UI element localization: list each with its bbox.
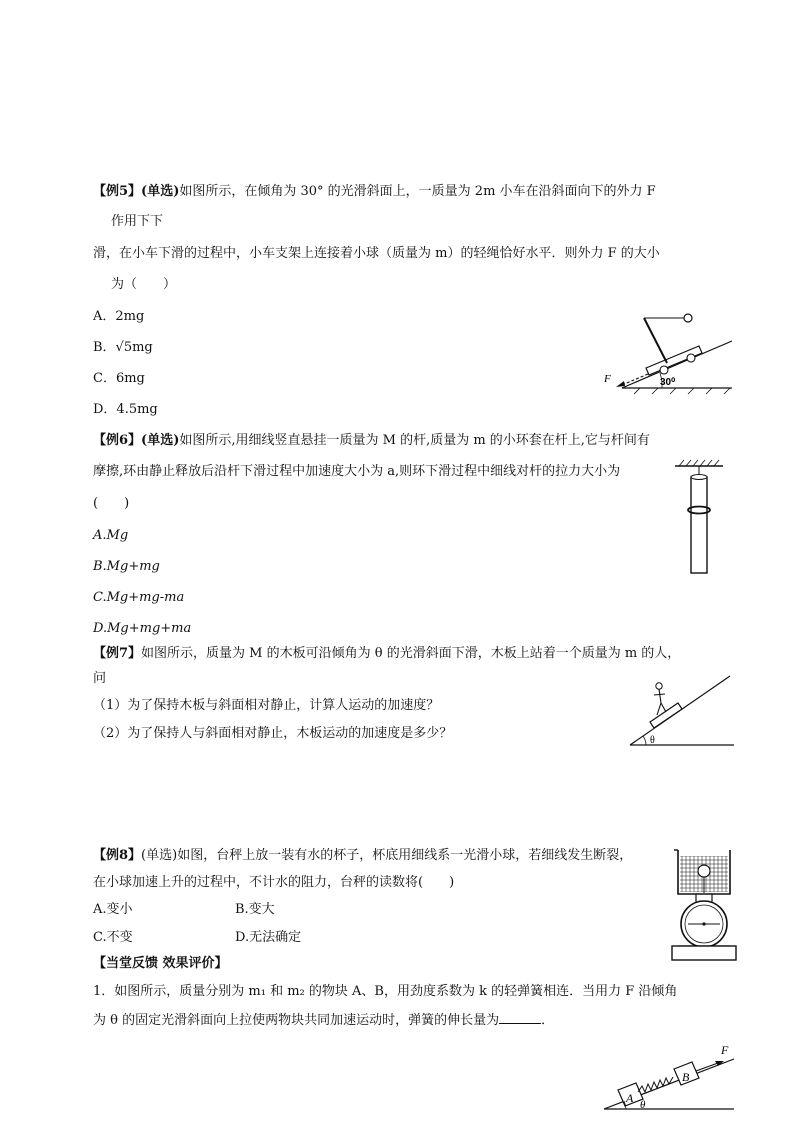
q5-line2: 作用下下 [111, 214, 164, 229]
q8-option-b: B.变大 [235, 902, 275, 917]
q8-option-d: D.无法确定 [235, 930, 302, 945]
q6-figure-rod-ring [675, 458, 725, 578]
feedback-line2-text: 为 θ 的固定光滑斜面向上拉使两物块共同加速运动时，弹簧的伸长量为 [93, 1013, 500, 1028]
q6-option-a: A.Mg [93, 528, 129, 543]
q6-tag: 【例6】 [93, 433, 142, 448]
q7-figure-incline-board-person [628, 670, 736, 748]
q6-line2: 摩擦,环由静止释放后沿杆下滑过程中加速度大小为 a,则环下滑过程中细线对杆的拉力大小为 [93, 464, 621, 479]
q8-figure-scale-cup-ball [668, 846, 740, 966]
q5-option-d: D．4.5mg [93, 402, 158, 417]
q8-option-c: C.不变 [93, 930, 133, 945]
answer-blank[interactable] [499, 1011, 541, 1024]
feedback-title: 【当堂反馈 效果评价】 [93, 956, 228, 971]
q8-stem-1: 如图，台秤上放一装有水的杯子，杯底用细线系一光滑小球，若细线发生断裂， [177, 848, 633, 863]
q5-option-a: A．2mg [93, 309, 145, 324]
q6-type: (单选) [141, 433, 180, 448]
feedback-line2-end: ． [541, 1013, 555, 1028]
q5-option-b: B．√5mg [93, 340, 153, 355]
q6-option-d: D.Mg+mg+ma [93, 621, 192, 636]
q5-tag: 【例5】 [93, 184, 142, 199]
feedback-fig-block-b-label: B [682, 1070, 690, 1084]
q5-stem-1: 如图所示，在倾角为 30° 的光滑斜面上，一质量为 2m 小车在沿斜面向下的外力 F [179, 184, 656, 199]
q8-option-a: A.变小 [93, 902, 133, 917]
q6-line1 [93, 432, 650, 450]
feedback-fig-block-a-label: A [626, 1091, 634, 1105]
q7-sub1: （1）为了保持木板与斜面相对静止，计算人运动的加速度？ [93, 698, 440, 713]
q7-line2: 问 [93, 671, 107, 686]
q8-line2: 在小球加速上升的过程中，不计水的阻力，台秤的读数将( ) [93, 875, 455, 890]
q8-type: (单选) [141, 848, 178, 863]
q7-tag: 【例7】 [93, 646, 142, 661]
q8-tag: 【例8】 [93, 848, 142, 863]
q7-sub2: （2）为了保持人与斜面相对静止，木板运动的加速度是多少？ [93, 726, 453, 741]
q5-line4: 为（ ） [111, 277, 177, 292]
q5-figure-incline-cart [600, 308, 740, 394]
q5-type: (单选) [141, 184, 180, 199]
q8-line1 [93, 847, 632, 865]
q5-fig-force-label: F [604, 373, 611, 385]
q7-fig-angle-label: θ [650, 735, 655, 746]
feedback-fig-angle-label: θ [640, 1099, 646, 1111]
q5-line3: 滑，在小车下滑的过程中，小车支架上连接着小球（质量为 m）的轻绳恰好水平．则外力 F 的大小 [93, 246, 660, 261]
q7-stem-1: 如图所示，质量为 M 的木板可沿倾角为 θ 的光滑斜面下滑，木板上站着一个质量为 m 的人， [141, 646, 681, 661]
q6-option-c: C.Mg+mg-ma [93, 590, 185, 605]
q5-line1 [93, 183, 656, 201]
feedback-line2 [93, 1011, 554, 1030]
q6-option-b: B.Mg+mg [93, 559, 160, 574]
feedback-line1: 1．如图所示，质量分别为 m₁ 和 m₂ 的物块 A、B，用劲度系数为 k 的轻弹簧相连．当用力 F 沿倾角 [93, 984, 678, 999]
feedback-figure-blocks-spring [600, 1040, 736, 1112]
q7-line1 [93, 645, 680, 663]
q6-line3: ( ) [93, 496, 130, 511]
q6-stem-1: 如图所示,用细线竖直悬挂一质量为 M 的杆,质量为 m 的小环套在杆上,它与杆间有 [179, 433, 650, 448]
q5-fig-angle-label: 30⁰ [660, 377, 676, 388]
q5-option-c: C．6mg [93, 371, 145, 386]
feedback-fig-force-label: F [721, 1043, 729, 1057]
